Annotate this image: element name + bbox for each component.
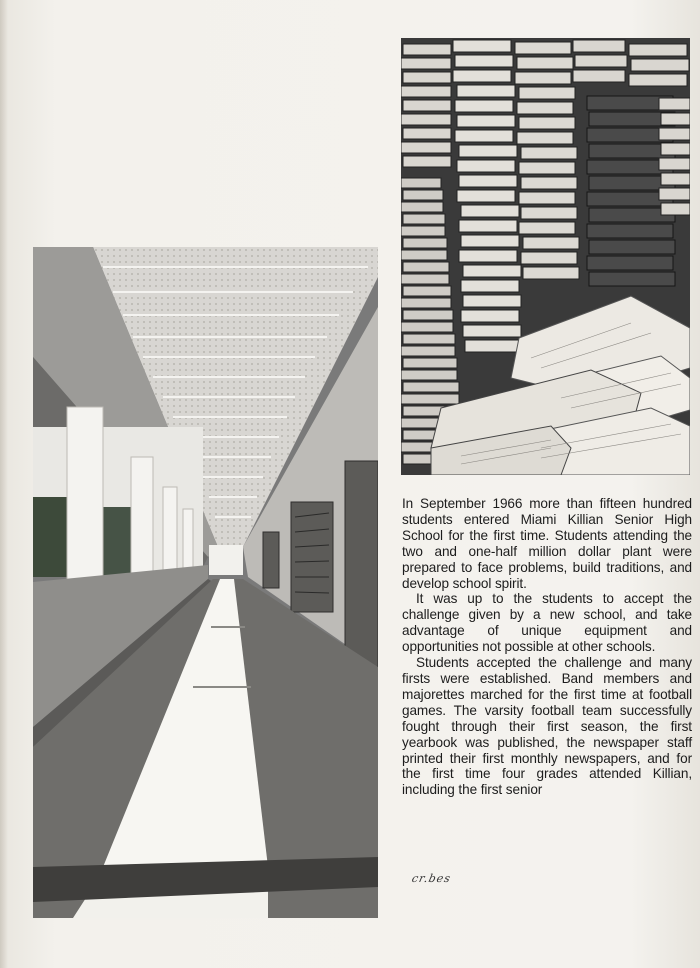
school-hallway-photo <box>33 247 378 918</box>
photographer-signature: cr.bes <box>410 872 453 885</box>
article-paragraph: Students accepted the challenge and many firsts were established. Band members and majorettes marched for the first time at football games. The varsity football team successfully fought through their first season, the first yearbook was published, the newspaper staff printed their first monthly newspapers, and for the first time four grades attended Killian, including the first senior <box>402 655 692 798</box>
yearbooks-stack-photo <box>401 38 690 475</box>
article-paragraph: It was up to the students to accept the challenge given by a new school, and take advantage of unique equipment and opportunities not possible at other schools. <box>402 591 692 655</box>
article-paragraph: In September 1966 more than fifteen hundred students entered Miami Killian Senior High School for the first time. Students attending the two and one-half million dollar plant were prepared to face problems, build traditions, and develop school spirit. <box>402 496 692 591</box>
article-body <box>402 496 692 798</box>
page-spine-shadow <box>0 0 8 968</box>
hallway-illustration <box>33 247 378 918</box>
yearbooks-stack-illustration <box>401 38 690 475</box>
